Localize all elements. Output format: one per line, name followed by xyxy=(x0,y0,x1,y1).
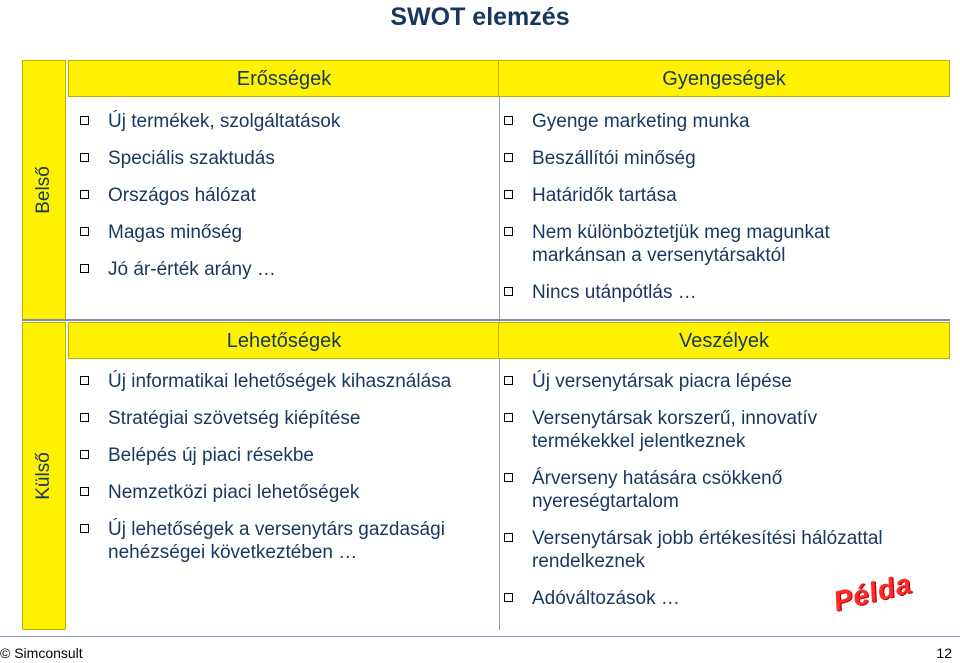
list-item: Stratégiai szövetség kiépítése xyxy=(78,407,493,430)
column-divider xyxy=(499,359,500,630)
checkbox-bullet-icon xyxy=(80,413,89,422)
list-item: Magas minőség xyxy=(78,221,493,244)
list-item: Versenytársak korszerű, innovatív termékekkel jelentkeznek xyxy=(502,407,872,453)
list-item: Nem különböztetjük meg magunkat markánsan a versenytársaktól xyxy=(502,221,902,267)
list-item: Nincs utánpótlás … xyxy=(502,281,922,304)
checkbox-bullet-icon xyxy=(504,533,513,542)
checkbox-bullet-icon xyxy=(80,190,89,199)
checkbox-bullet-icon xyxy=(80,116,89,125)
checkbox-bullet-icon xyxy=(80,153,89,162)
list-item: Speciális szaktudás xyxy=(78,147,493,170)
side-label-external: Külső xyxy=(33,452,54,500)
row-divider xyxy=(22,319,950,321)
strengths-header: Erősségek xyxy=(68,60,500,97)
footer-copyright: © Simconsult xyxy=(0,645,83,661)
opportunities-list xyxy=(78,370,493,578)
side-label-external-box xyxy=(22,322,66,630)
list-item: Új lehetőségek a versenytárs gazdasági nehézségei következtében … xyxy=(78,518,498,564)
checkbox-bullet-icon xyxy=(504,376,513,385)
example-stamp: Példa xyxy=(830,567,916,618)
footer-divider xyxy=(0,636,960,637)
checkbox-bullet-icon xyxy=(80,487,89,496)
opportunities-header: Lehetőségek xyxy=(68,322,500,359)
strengths-list xyxy=(78,110,493,295)
list-item: Új informatikai lehetőségek kihasználása xyxy=(78,370,493,393)
list-item: Új termékek, szolgáltatások xyxy=(78,110,493,133)
side-label-internal-box xyxy=(22,60,66,320)
page-title: SWOT elemzés xyxy=(390,3,570,31)
checkbox-bullet-icon xyxy=(504,190,513,199)
checkbox-bullet-icon xyxy=(80,524,89,533)
list-item: Adóváltozások … xyxy=(502,587,922,610)
list-item: Versenytársak jobb értékesítési hálózattal rendelkeznek xyxy=(502,527,932,573)
checkbox-bullet-icon xyxy=(80,227,89,236)
checkbox-bullet-icon xyxy=(504,413,513,422)
checkbox-bullet-icon xyxy=(504,287,513,296)
checkbox-bullet-icon xyxy=(504,116,513,125)
list-item: Árverseny hatására csökkenő nyereségtartalom xyxy=(502,467,862,513)
checkbox-bullet-icon xyxy=(80,376,89,385)
checkbox-bullet-icon xyxy=(504,153,513,162)
weaknesses-header: Gyengeségek xyxy=(498,60,950,97)
list-item: Belépés új piaci résekbe xyxy=(78,444,493,467)
list-item: Beszállítói minőség xyxy=(502,147,922,170)
checkbox-bullet-icon xyxy=(80,264,89,273)
threats-header: Veszélyek xyxy=(498,322,950,359)
list-item: Nemzetközi piaci lehetőségek xyxy=(78,481,493,504)
side-label-internal: Belső xyxy=(33,166,54,214)
checkbox-bullet-icon xyxy=(504,593,513,602)
list-item: Új versenytársak piacra lépése xyxy=(502,370,922,393)
column-divider xyxy=(499,97,500,322)
list-item: Gyenge marketing munka xyxy=(502,110,922,133)
list-item: Jó ár-érték arány … xyxy=(78,258,493,281)
page-number: 12 xyxy=(936,645,952,661)
checkbox-bullet-icon xyxy=(504,227,513,236)
checkbox-bullet-icon xyxy=(80,450,89,459)
list-item: Országos hálózat xyxy=(78,184,493,207)
checkbox-bullet-icon xyxy=(504,473,513,482)
weaknesses-list xyxy=(502,110,922,318)
list-item: Határidők tartása xyxy=(502,184,922,207)
